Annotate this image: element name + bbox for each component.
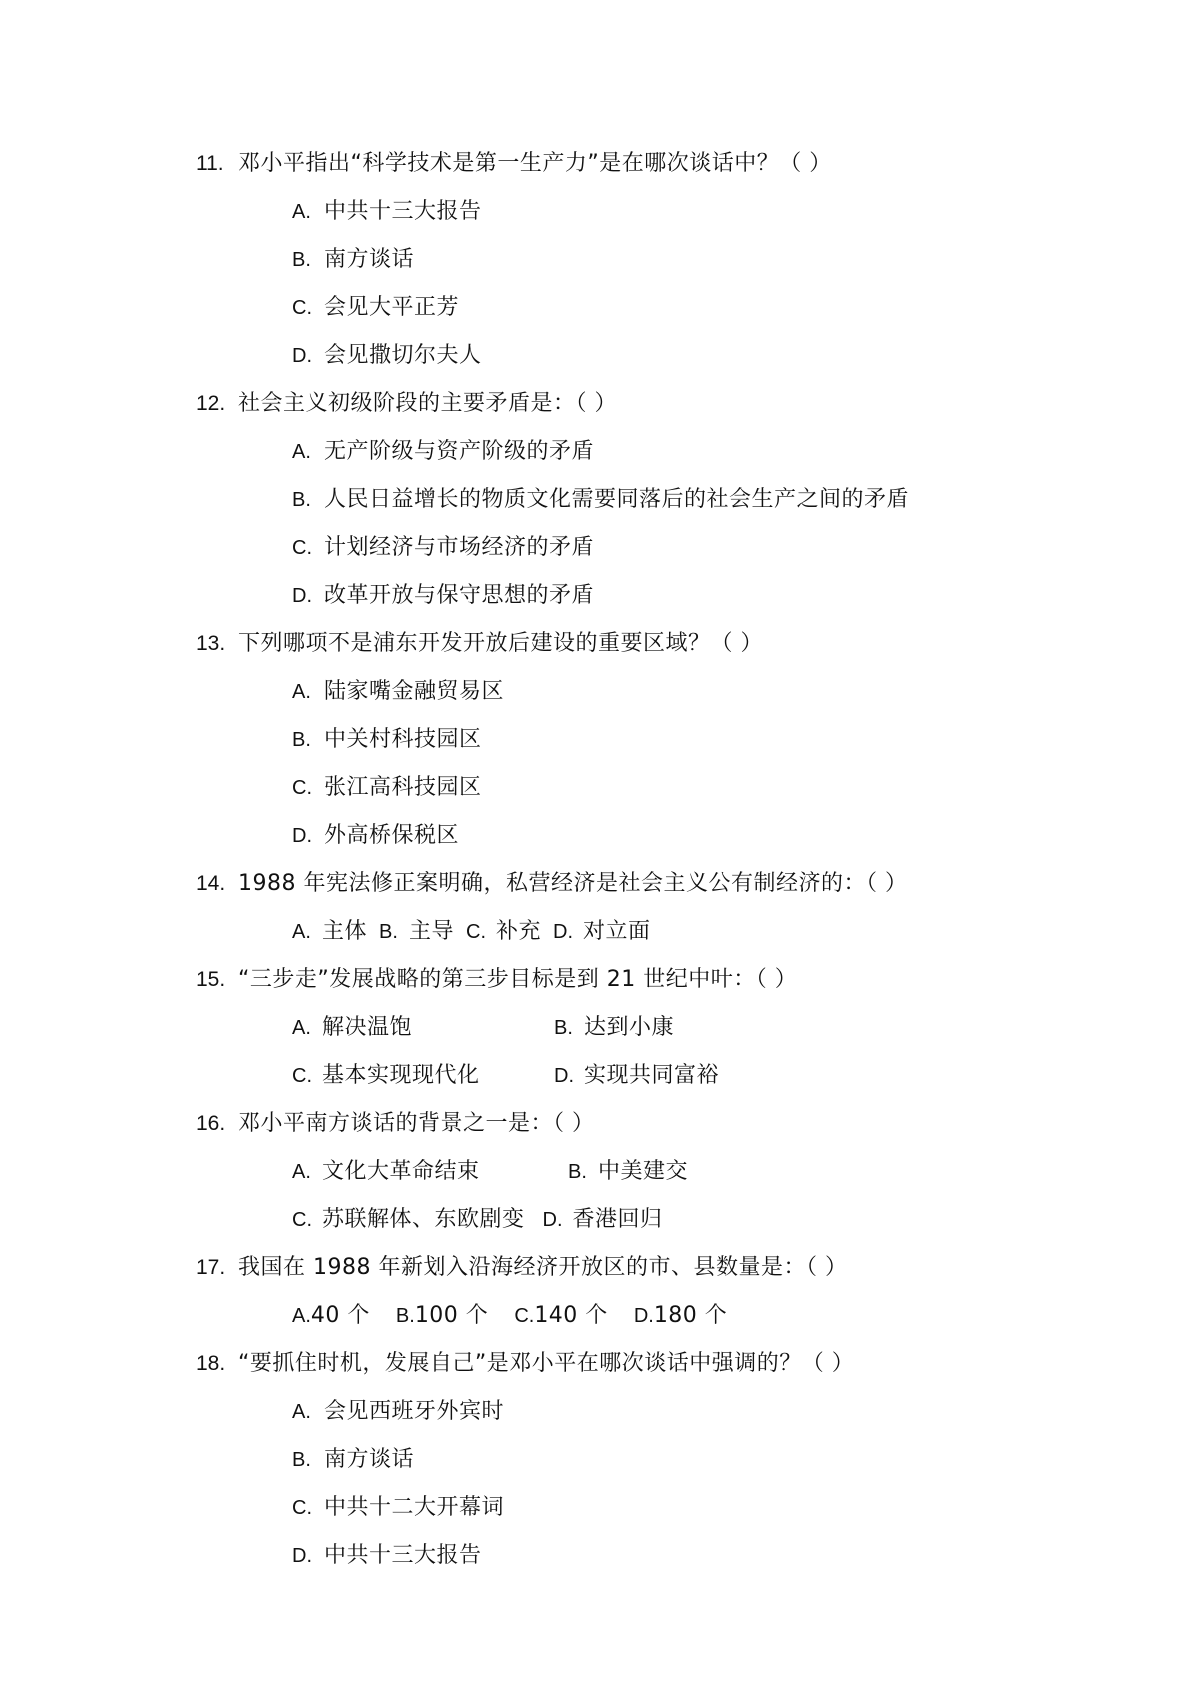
option-13-d	[196, 812, 1056, 860]
option-text: 解决温饱	[322, 1015, 413, 1040]
option-text: 会见撒切尔夫人	[324, 343, 482, 368]
option-row-17	[196, 1292, 1056, 1340]
question-number: 14.	[196, 872, 226, 895]
option-label: C.	[514, 1305, 535, 1327]
option-12-b	[196, 476, 1056, 524]
option-text: 计划经济与市场经济的矛盾	[324, 535, 595, 560]
option-text: 达到小康	[584, 1015, 675, 1040]
option-16-c	[292, 1196, 525, 1244]
question-12	[196, 380, 1056, 428]
option-13-a	[196, 668, 1056, 716]
option-14-a	[292, 908, 367, 956]
question-number: 15.	[196, 968, 226, 991]
option-17-a	[292, 1292, 370, 1340]
option-label: B.	[292, 489, 311, 511]
option-17-c	[514, 1292, 608, 1340]
option-13-c	[196, 764, 1056, 812]
option-label: C.	[292, 777, 312, 799]
option-label: A.	[292, 1305, 311, 1327]
option-label: A.	[292, 681, 311, 703]
question-11	[196, 140, 1056, 188]
option-14-b	[379, 908, 454, 956]
option-text: 基本实现现代化	[322, 1063, 480, 1088]
option-text: 苏联解体、东欧剧变	[322, 1207, 525, 1232]
option-15-b	[554, 1004, 674, 1052]
option-11-a	[196, 188, 1056, 236]
option-11-d	[196, 332, 1056, 380]
option-text: 中关村科技园区	[324, 727, 482, 752]
question-text: “要抓住时机，发展自己”是邓小平在哪次谈话中强调的？（ ）	[238, 1351, 855, 1376]
option-label: C.	[466, 921, 487, 943]
option-label: C.	[292, 1497, 312, 1519]
option-text: 外高桥保税区	[324, 823, 460, 848]
option-text: 对立面	[583, 919, 651, 944]
option-label: A.	[292, 201, 311, 223]
option-text: 会见大平正芳	[324, 295, 460, 320]
option-15-d	[554, 1052, 719, 1100]
question-number: 18.	[196, 1352, 226, 1375]
option-text: 改革开放与保守思想的矛盾	[324, 583, 595, 608]
option-text: 中共十三大报告	[324, 1543, 482, 1568]
option-text: 实现共同富裕	[584, 1063, 720, 1088]
option-label: B.	[554, 1017, 573, 1039]
option-label: A.	[292, 1017, 311, 1039]
question-text: 社会主义初级阶段的主要矛盾是：（ ）	[238, 391, 617, 416]
option-label: C.	[292, 1209, 312, 1231]
option-label: B.	[568, 1161, 587, 1183]
option-text: 中共十二大开幕词	[324, 1495, 505, 1520]
option-16-a	[292, 1148, 568, 1196]
question-number: 12.	[196, 392, 226, 415]
option-text: 香港回归	[572, 1207, 663, 1232]
option-text: 陆家嘴金融贸易区	[324, 679, 505, 704]
option-label: A.	[292, 1161, 311, 1183]
option-label: D.	[292, 585, 312, 607]
option-row-16-ab	[196, 1148, 1056, 1196]
option-text: 文化大革命结束	[322, 1159, 480, 1184]
option-18-a	[196, 1388, 1056, 1436]
question-number: 11.	[196, 152, 224, 175]
option-16-b	[568, 1148, 688, 1196]
option-text: 补充	[496, 919, 542, 944]
question-18	[196, 1340, 1056, 1388]
option-label: D.	[292, 1545, 312, 1567]
question-15	[196, 956, 1056, 1004]
option-label: D.	[292, 825, 312, 847]
option-text: 40 个	[310, 1303, 370, 1328]
option-label: B.	[292, 249, 311, 271]
option-14-c	[466, 908, 541, 956]
option-label: D.	[633, 1305, 654, 1327]
option-text: 140 个	[534, 1303, 608, 1328]
option-label: A.	[292, 441, 311, 463]
option-row-15-ab	[196, 1004, 1056, 1052]
question-17	[196, 1244, 1056, 1292]
option-15-c	[292, 1052, 554, 1100]
option-label: D.	[292, 345, 312, 367]
option-text: 南方谈话	[324, 1447, 415, 1472]
option-label: D.	[553, 921, 574, 943]
option-15-a	[292, 1004, 554, 1052]
option-text: 主体	[322, 919, 368, 944]
option-label: B.	[292, 1449, 311, 1471]
option-label: B.	[395, 1305, 415, 1327]
option-12-c	[196, 524, 1056, 572]
option-text: 南方谈话	[324, 247, 415, 272]
option-text: 主导	[409, 919, 455, 944]
option-label: A.	[292, 1401, 311, 1423]
option-18-b	[196, 1436, 1056, 1484]
option-text: 人民日益增长的物质文化需要同落后的社会生产之间的矛盾	[324, 487, 910, 512]
option-14-d	[553, 908, 651, 956]
option-label: C.	[292, 537, 312, 559]
option-12-a	[196, 428, 1056, 476]
option-12-d	[196, 572, 1056, 620]
question-text: 我国在 1988 年新划入沿海经济开放区的市、县数量是：（ ）	[238, 1255, 848, 1280]
option-text: 180 个	[653, 1303, 728, 1328]
option-text: 中共十三大报告	[324, 199, 482, 224]
question-number: 13.	[196, 632, 226, 655]
option-17-d	[634, 1292, 728, 1340]
option-17-b	[396, 1292, 488, 1340]
option-label: B.	[379, 921, 398, 943]
option-text: 中美建交	[598, 1159, 689, 1184]
option-label: A.	[292, 921, 311, 943]
option-row-14	[196, 908, 1056, 956]
option-18-d	[196, 1532, 1056, 1580]
option-11-b	[196, 236, 1056, 284]
question-number: 16.	[196, 1112, 226, 1135]
option-text: 无产阶级与资产阶级的矛盾	[324, 439, 595, 464]
option-18-c	[196, 1484, 1056, 1532]
option-label: B.	[292, 729, 311, 751]
question-text: 1988 年宪法修正案明确，私营经济是社会主义公有制经济的：（ ）	[238, 871, 908, 896]
option-label: C.	[292, 297, 312, 319]
question-list	[196, 140, 1056, 1580]
option-11-c	[196, 284, 1056, 332]
question-text: 邓小平指出“科学技术是第一生产力”是在哪次谈话中？（ ）	[238, 151, 832, 176]
option-text: 张江高科技园区	[324, 775, 482, 800]
option-row-16-cd	[196, 1196, 1056, 1244]
option-label: D.	[554, 1065, 574, 1087]
option-row-15-cd	[196, 1052, 1056, 1100]
option-label: D.	[542, 1209, 563, 1231]
question-text: 邓小平南方谈话的背景之一是：（ ）	[238, 1111, 595, 1136]
option-text: 会见西班牙外宾时	[324, 1399, 505, 1424]
question-16	[196, 1100, 1056, 1148]
option-label: C.	[292, 1065, 312, 1087]
option-text: 100 个	[414, 1303, 489, 1328]
question-text: “三步走”发展战略的第三步目标是到 21 世纪中叶：（ ）	[238, 967, 798, 992]
question-13	[196, 620, 1056, 668]
option-13-b	[196, 716, 1056, 764]
question-14	[196, 860, 1056, 908]
question-number: 17.	[196, 1256, 226, 1279]
question-text: 下列哪项不是浦东开发开放后建设的重要区域？（ ）	[238, 631, 763, 656]
option-16-d	[543, 1196, 663, 1244]
